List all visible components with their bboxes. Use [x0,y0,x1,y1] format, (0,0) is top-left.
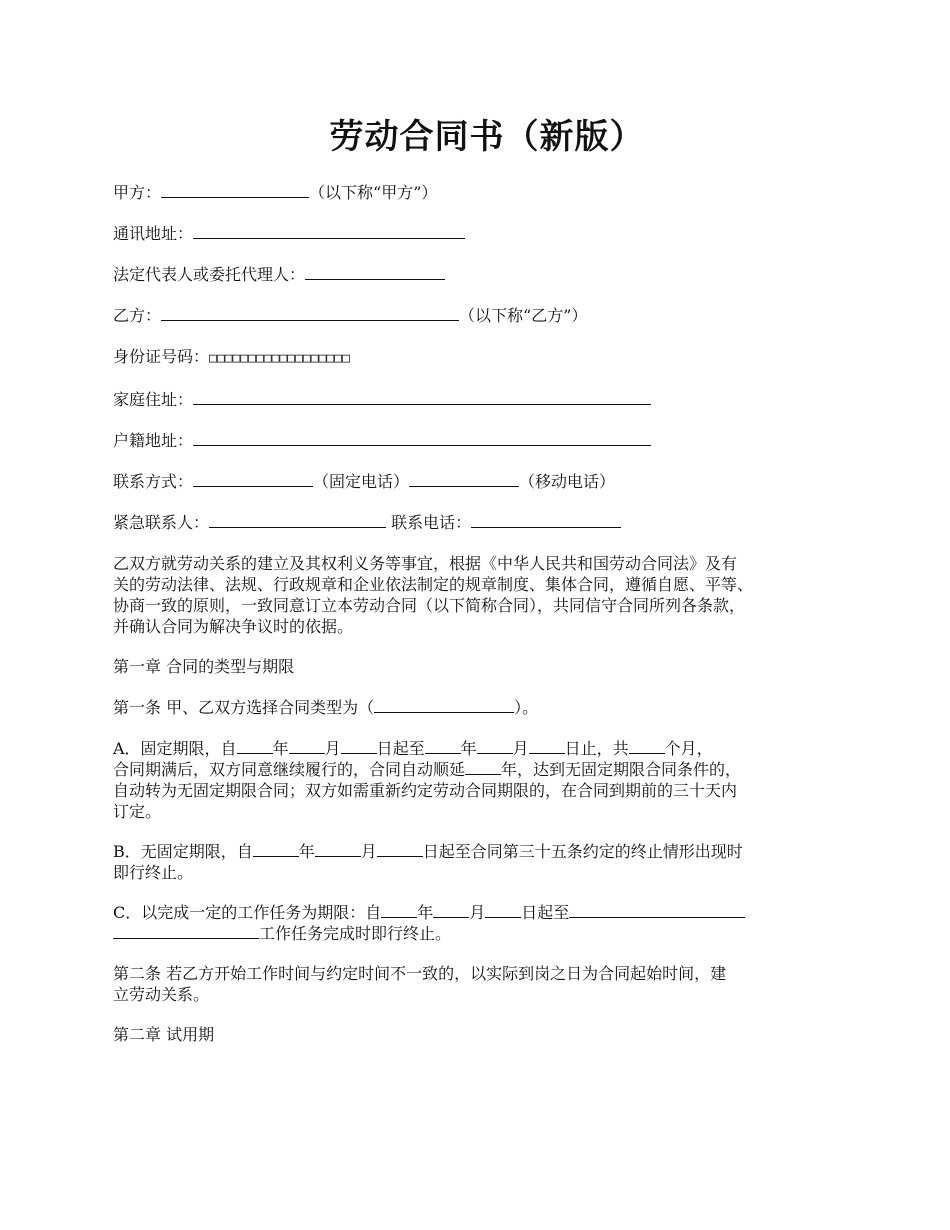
month-label: 月 [360,842,377,861]
party-a-suffix: （以下称“甲方”） [309,183,438,202]
renewal-years-blank[interactable] [465,759,501,775]
fixed-phone-label: （固定电话） [313,472,410,491]
article-2-line-1: 第二条 若乙方开始工作时间与约定时间不一致的，以实际到岗之日为合同起始时间，建 [113,964,727,983]
emergency-phone-blank[interactable] [471,512,621,528]
year-label: 年 [272,739,289,758]
total-months-blank[interactable] [629,738,665,754]
party-a-line [113,182,853,204]
clause-a-line-4: 订定。 [113,802,162,821]
party-a-label: 甲方： [113,183,162,202]
emergency-phone-label: 联系电话： [386,513,472,532]
year-label: 年 [298,842,315,861]
start-year-blank[interactable] [237,738,273,754]
legal-rep-label: 法定代表人或委托代理人： [113,265,306,284]
clause-b-text: 日起至合同第三十五条约定的终止情形出现时 [422,842,743,861]
household-address-blank[interactable] [193,430,651,446]
start-year-blank[interactable] [381,902,417,918]
preamble-line: 协商一致的原则，一致同意订立本劳动合同（以下简称合同），共同信守合同所列各条款， [113,596,746,615]
contact-line [113,471,853,493]
emergency-label: 紧急联系人： [113,513,210,532]
clause-a-text: 年，达到无固定期限合同条件的， [501,760,742,779]
clause-b-text: B．无固定期限，自 [113,842,253,861]
party-b-blank[interactable] [161,305,459,321]
home-address-line [113,389,853,411]
clause-b-line-2: 即行终止。 [113,863,194,882]
party-b-label: 乙方： [113,306,162,325]
clause-a-line-2 [113,759,853,780]
chapter-1-heading: 第一章 合同的类型与期限 [113,657,295,676]
month-label: 月 [324,739,341,758]
article-1-line [113,697,853,719]
clause-b-paragraph [113,841,853,883]
emergency-contact-blank[interactable] [209,512,386,528]
clause-b-line-1 [113,841,853,862]
household-address-label: 户籍地址： [113,431,194,450]
clause-c-text: 日起至 [521,903,570,922]
clause-c-line-1 [113,902,853,923]
start-day-blank[interactable] [377,841,423,857]
id-number-line [113,346,853,370]
legal-rep-line [113,264,853,286]
address-line [113,223,853,245]
clause-a-text: A．固定期限，自 [113,739,237,758]
end-year-blank[interactable] [425,738,461,754]
article-1-prefix: 第一条 甲、乙双方选择合同类型为（ [113,698,375,717]
household-address-line [113,430,853,452]
chapter-2-heading: 第二章 试用期 [113,1025,215,1044]
id-number-label: 身份证号码： [113,347,210,366]
home-address-blank[interactable] [193,389,651,405]
document-page [113,110,853,1065]
party-a-blank[interactable] [161,182,309,198]
party-b-line [113,305,853,327]
end-day-blank[interactable] [529,738,565,754]
task-blank-2[interactable] [113,923,259,939]
year-label: 年 [460,739,477,758]
day-from-label: 日起至 [376,739,425,758]
article-1-suffix: ）。 [514,698,539,717]
legal-rep-blank[interactable] [305,264,445,280]
preamble-line: 并确认合同为解决争议时的依据。 [113,617,354,636]
preamble-paragraph [113,553,853,637]
home-address-label: 家庭住址： [113,390,194,409]
start-month-blank[interactable] [433,902,469,918]
clause-a-text: 合同期满后，双方同意继续履行的，合同自动顺延 [113,760,466,779]
clause-a-line-3: 自动转为无固定期限合同；双方如需重新约定劳动合同期限的，在合同到期前的三十天内 [113,781,738,800]
clause-c-text: 工作任务完成时即行终止。 [259,924,452,943]
article-2-paragraph [113,963,853,1005]
mobile-phone-label: （移动电话） [519,472,616,491]
contact-label: 联系方式： [113,472,194,491]
month-label: 月 [469,903,486,922]
preamble-line: 乙双方就劳动关系的建立及其权利义务等事宜，根据《中华人民共和国劳动合同法》及有 [113,554,738,573]
address-label: 通讯地址： [113,224,194,243]
emergency-line [113,512,853,534]
article-2-line-2: 立劳动关系。 [113,985,210,1004]
id-number-boxes[interactable]: □□□□□□□□□□□□□□□□□□ [209,351,350,366]
mobile-phone-blank[interactable] [409,471,519,487]
clause-c-paragraph [113,902,853,944]
start-year-blank[interactable] [253,841,299,857]
start-day-blank[interactable] [341,738,377,754]
end-month-blank[interactable] [477,738,513,754]
address-blank[interactable] [193,223,465,239]
start-month-blank[interactable] [289,738,325,754]
party-b-suffix: （以下称“乙方”） [459,306,588,325]
preamble-line: 关的劳动法律、法规、行政规章和企业依法制定的规章制度、集体合同，遵循自愿、平等、 [113,575,754,594]
months-label: 个月， [664,739,713,758]
fixed-phone-blank[interactable] [193,471,313,487]
clause-c-text: C．以完成一定的工作任务为期限：自 [113,903,382,922]
start-day-blank[interactable] [485,902,521,918]
clause-a-line-1 [113,738,853,759]
start-month-blank[interactable] [315,841,361,857]
contract-type-blank[interactable] [374,697,514,713]
day-end-label: 日止，共 [564,739,629,758]
clause-c-line-2 [113,923,853,944]
clause-a-paragraph [113,738,853,822]
task-blank-1[interactable] [569,902,745,918]
month-label: 月 [512,739,529,758]
document-title: 劳动合同书（新版） [329,117,645,157]
year-label: 年 [417,903,434,922]
